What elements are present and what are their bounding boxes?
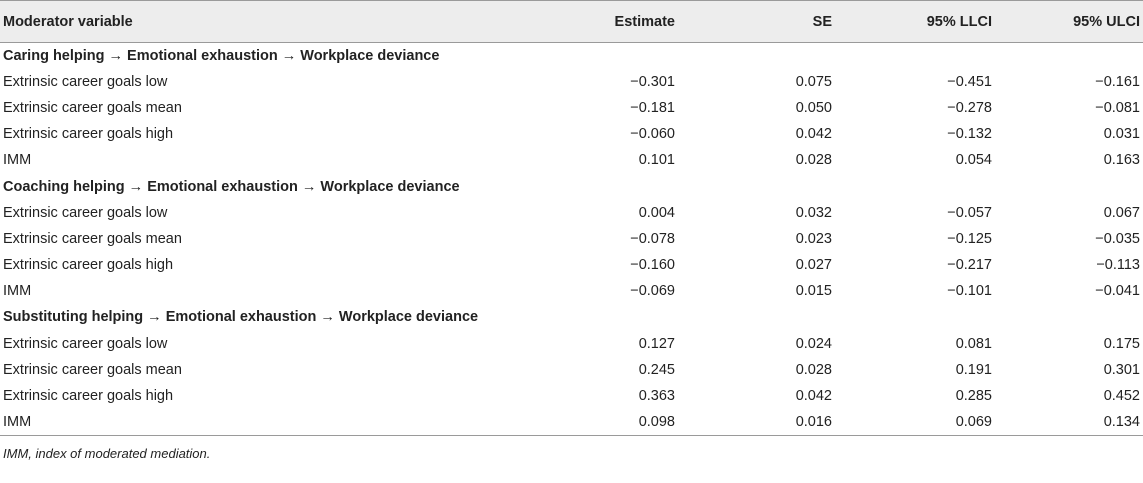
cell-estimate: −0.078 <box>630 230 675 247</box>
cell-label: IMM <box>0 409 560 435</box>
cell-estimate: −0.160 <box>630 257 675 274</box>
cell-estimate: 0.101 <box>638 152 675 169</box>
group-title-row <box>0 43 1143 69</box>
cell-ulci: 0.067 <box>1103 204 1140 221</box>
cell-llci: −0.451 <box>947 73 992 90</box>
header-row <box>0 1 1143 43</box>
cell-llci: −0.125 <box>947 230 992 247</box>
cell-ulci: 0.301 <box>1103 361 1140 378</box>
cell-llci: −0.132 <box>947 126 992 143</box>
cell-se: 0.050 <box>795 99 832 116</box>
cell-label: Extrinsic career goals high <box>3 388 174 405</box>
cell-estimate: 0.127 <box>638 335 675 352</box>
cell-ulci: −0.081 <box>1095 99 1140 116</box>
cell-label: Extrinsic career goals low <box>3 204 168 221</box>
cell-label: Extrinsic career goals mean <box>3 99 182 116</box>
cell-estimate: −0.181 <box>630 99 675 116</box>
cell-llci: 0.081 <box>955 335 992 352</box>
group-title-caring: Caring helping → Emotional exhaustion → Workplace deviance <box>3 47 440 64</box>
cell-se: 0.032 <box>795 204 832 221</box>
cell-label: IMM <box>3 152 32 169</box>
cell-label: Extrinsic career goals high <box>3 257 174 274</box>
table-row <box>0 200 1143 226</box>
cell-ulci: −0.161 <box>1095 73 1140 90</box>
table-row <box>0 226 1143 252</box>
cell-llci: −0.217 <box>947 257 992 274</box>
cell-ulci: 0.163 <box>1103 152 1140 169</box>
table-row <box>0 383 1143 409</box>
cell-label: Extrinsic career goals mean <box>3 361 182 378</box>
cell-se: 0.024 <box>795 335 832 352</box>
cell-estimate: −0.060 <box>630 126 675 143</box>
cell-llci: −0.278 <box>947 99 992 116</box>
group-title-row <box>0 304 1143 330</box>
cell-estimate: 0.098 <box>560 409 702 435</box>
header-ulci: 95% ULCI <box>992 1 1143 43</box>
header-estimate: Estimate <box>560 1 702 43</box>
cell-se: 0.023 <box>795 230 832 247</box>
cell-se: 0.015 <box>795 283 832 300</box>
table-row <box>0 331 1143 357</box>
cell-llci: 0.054 <box>955 152 992 169</box>
cell-se: 0.042 <box>795 126 832 143</box>
table-row <box>0 95 1143 121</box>
cell-ulci: 0.031 <box>1103 126 1140 143</box>
cell-estimate: −0.069 <box>630 283 675 300</box>
cell-estimate: −0.301 <box>630 73 675 90</box>
cell-estimate: 0.004 <box>638 204 675 221</box>
table-row <box>0 147 1143 173</box>
cell-se: 0.016 <box>702 409 842 435</box>
cell-estimate: 0.245 <box>638 361 675 378</box>
cell-estimate: 0.363 <box>638 388 675 405</box>
cell-se: 0.042 <box>795 388 832 405</box>
cell-se: 0.027 <box>795 257 832 274</box>
cell-ulci: −0.041 <box>1095 283 1140 300</box>
table-footnote: IMM, index of moderated mediation. <box>3 445 211 461</box>
cell-ulci: −0.035 <box>1095 230 1140 247</box>
cell-ulci: 0.452 <box>1103 388 1140 405</box>
cell-label: IMM <box>3 283 32 300</box>
table-row <box>0 278 1143 304</box>
group-title-coaching: Coaching helping → Emotional exhaustion → Workplace deviance <box>3 178 460 195</box>
cell-label: Extrinsic career goals mean <box>3 230 182 247</box>
table-row <box>0 69 1143 95</box>
cell-se: 0.075 <box>795 73 832 90</box>
cell-ulci: −0.113 <box>1096 257 1140 274</box>
table-row <box>0 121 1143 147</box>
cell-llci: −0.101 <box>947 283 992 300</box>
header-moderator-variable: Moderator variable <box>0 1 560 43</box>
cell-se: 0.028 <box>795 361 832 378</box>
group-title-row <box>0 173 1143 199</box>
cell-llci: 0.069 <box>842 409 992 435</box>
cell-label: Extrinsic career goals low <box>3 73 168 90</box>
cell-label: Extrinsic career goals high <box>3 126 174 143</box>
cell-label: Extrinsic career goals low <box>3 335 168 352</box>
table-row <box>0 252 1143 278</box>
group-title-substituting: Substituting helping → Emotional exhaustion → Workplace deviance <box>3 309 479 326</box>
table-row <box>0 409 1143 435</box>
header-llci: 95% LLCI <box>842 1 992 43</box>
header-se: SE <box>702 1 842 43</box>
cell-llci: 0.285 <box>955 388 992 405</box>
cell-se: 0.028 <box>795 152 832 169</box>
cell-llci: −0.057 <box>947 204 992 221</box>
cell-ulci: 0.134 <box>992 409 1143 435</box>
cell-llci: 0.191 <box>955 361 992 378</box>
table-row <box>0 357 1143 383</box>
cell-ulci: 0.175 <box>1103 335 1140 352</box>
